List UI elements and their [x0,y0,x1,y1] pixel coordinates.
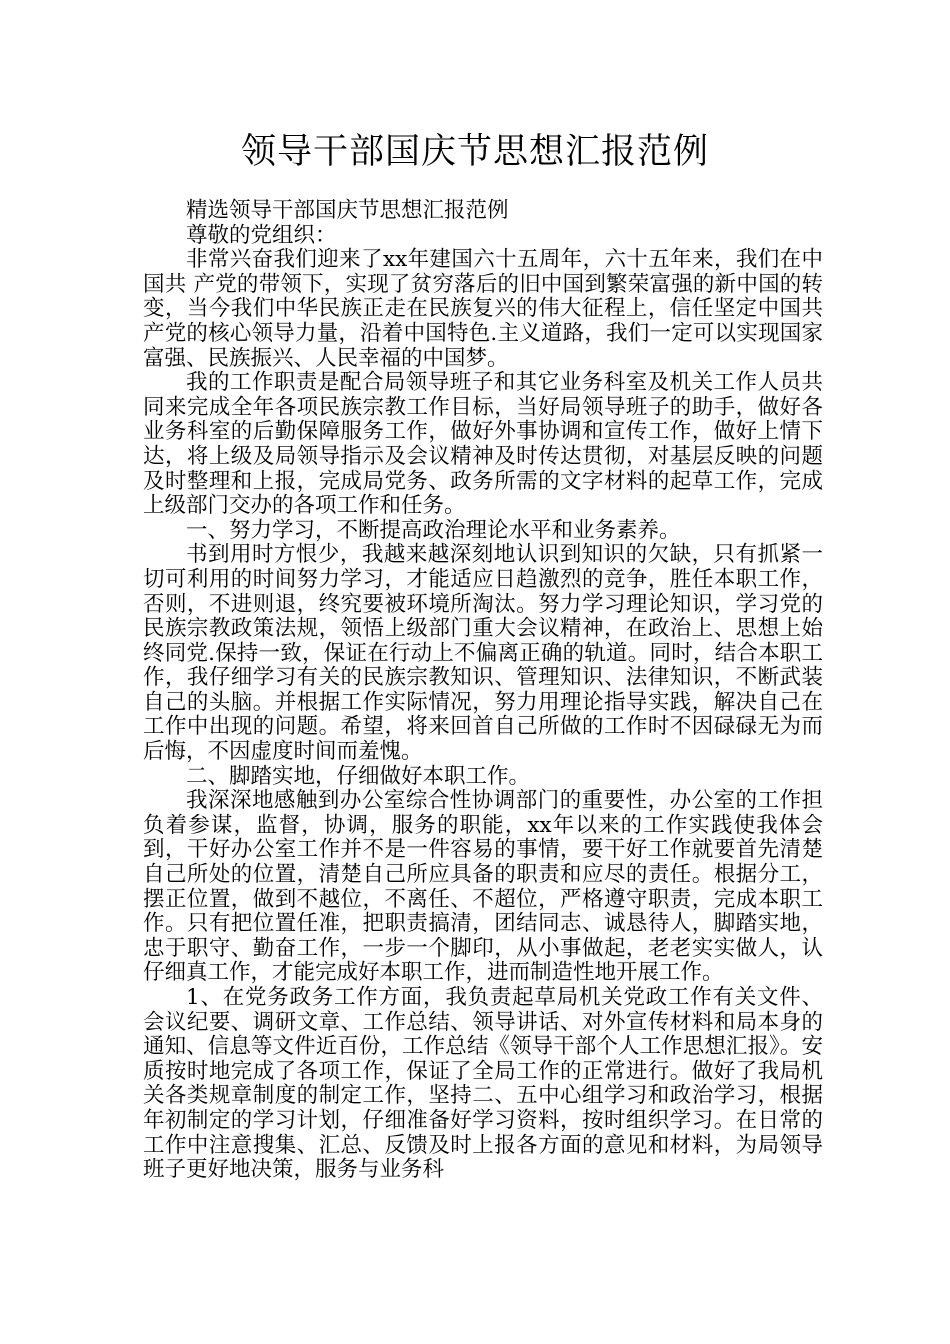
section-heading: 二、脚踏实地，仔细做好本职工作。 [186,763,531,789]
paragraph: 非常兴奋我们迎来了xx年建国六十五周年，六十五年来，我们在中国共 产党的带领下，实现了贫穷落后的旧中国到繁荣富强的新中国的转变，当今我们中华民族正走在民族复兴的伟大征程上，信任坚定中国共 产党的核心领导力量，沿着中国特色.主义道路，我们一定可以实现国家富强、民族振兴、人民幸福的中国梦。 [143,247,823,371]
paragraph-salutation: 尊敬的党组织： [186,222,337,248]
document-body [143,199,823,1183]
paragraph-subtitle: 精选领导干部国庆节思想汇报范例 [186,198,509,223]
document-title: 领导干部国庆节思想汇报范例 [240,132,709,172]
paragraph: 1、在党务政务工作方面，我负责起草局机关党政工作有关文件、会议纪要、调研文章、工作总结、领导讲话、对外宣传材料和局本身的通知、信息等文件近百份，工作总结《领导干部个人工作思想汇报》。安质按时地完成了各项工作，保证了全局工作的正常进行。做好了我局机关各类规章制度的制定工作，坚持二、五中心组学习和政治学习，根据年初制定的学习计划，仔细准备好学习资料，按时组织学习。在日常的工作中注意搜集、汇总、反馈及时上报各方面的意见和材料，为局领导班子更好地决策，服务与业务科 [143,985,823,1183]
section-heading: 一、努力学习，不断提高政治理论水平和业务素养。 [186,517,681,543]
paragraph: 我的工作职责是配合局领导班子和其它业务科室及机关工作人员共同来完成全年各项民族宗教工作目标，当好局领导班子的助手，做好各业务科室的后勤保障服务工作，做好外事协调和宣传工作，做好上情下达，将上级及局领导指示及会议精神及时传达贯彻，对基层反映的问题及时整理和上报，完成局党务、政务所需的文字材料的起草工作，完成上级部门交办的各项工作和任务。 [143,370,823,519]
paragraph: 书到用时方恨少，我越来越深刻地认识到知识的欠缺，只有抓紧一切可利用的时间努力学习，才能适应日趋激烈的竞争，胜任本职工作，否则，不进则退，终究要被环境所淘汰。努力学习理论知识，学习党的民族宗教政策法规，领悟上级部门重大会议精神，在政治上、思想上始终同党.保持一致，保证在行动上不偏离正确的轨道。同时，结合本职工作，我仔细学习有关的民族宗教知识、管理知识、法律知识，不断武装自己的头脑。并根据工作实际情况，努力用理论指导实践，解决自己在工作中出现的问题。希望，将来回首自己所做的工作时不因碌碌无为而后悔，不因虚度时间而羞愧。 [143,542,823,765]
paragraph: 我深深地感触到办公室综合性协调部门的重要性，办公室的工作担负着参谋，监督，协调，服务的职能，xx年以来的工作实践使我体会到，干好办公室工作并不是一件容易的事情，要干好工作就要首先清楚自己所处的位置，清楚自己所应具备的职责和应尽的责任。根据分工，摆正位置，做到不越位，不离任、不超位，严格遵守职责，完成本职工作。只有把位置任准，把职责搞清，团结同志、诚恳待人，脚踏实地，忠于职守、勤奋工作，一步一个脚印，从小事做起，老老实实做人，认仔细真工作，才能完成好本职工作，进而制造性地开展工作。 [143,788,823,986]
